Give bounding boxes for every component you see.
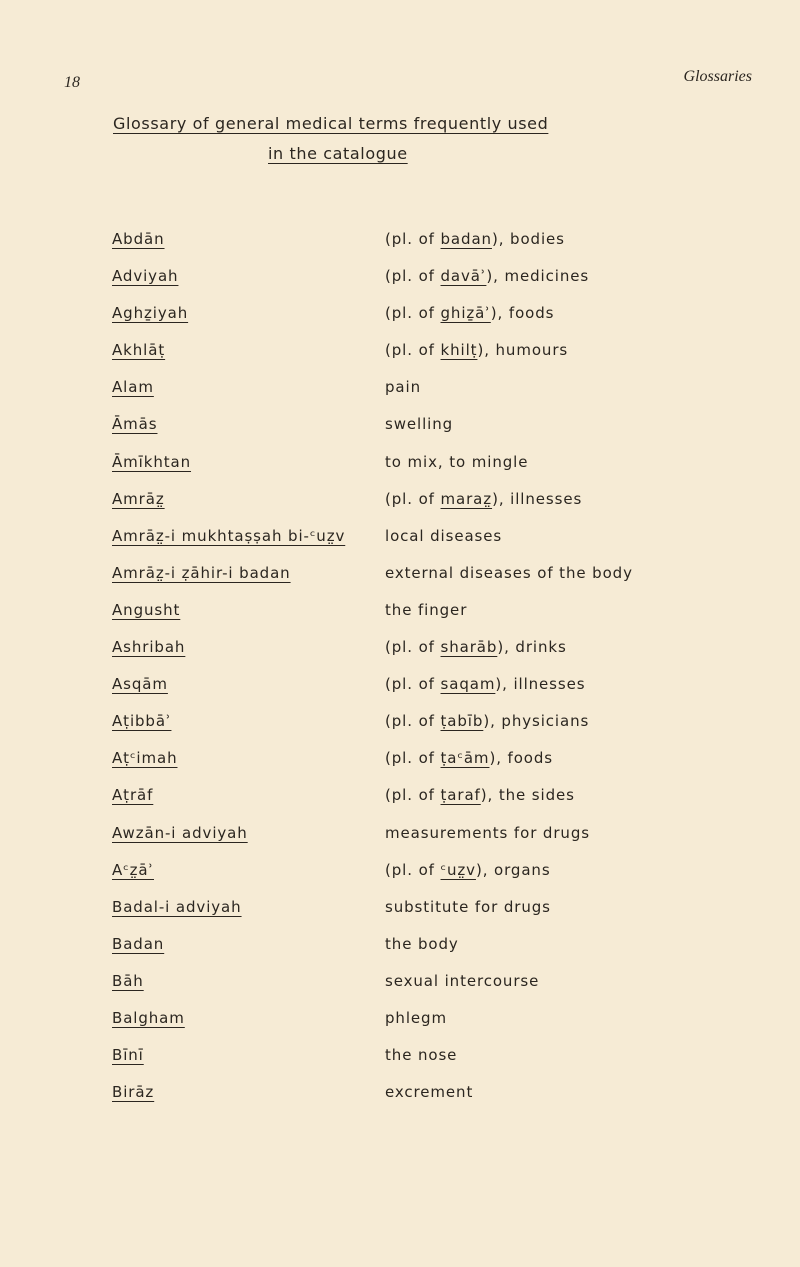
definition-pre: (pl. of bbox=[385, 860, 441, 879]
glossary-entry bbox=[0, 601, 800, 638]
definition-post: ), organs bbox=[475, 860, 551, 879]
glossary-definition bbox=[385, 601, 467, 619]
glossary-entry bbox=[0, 378, 800, 415]
definition-word: sharāb bbox=[440, 638, 498, 657]
definition-post: excrement bbox=[385, 1083, 474, 1102]
glossary-definition bbox=[385, 1009, 447, 1027]
definition-word: badan bbox=[440, 230, 492, 248]
glossary-term: Awzān-i adviyah bbox=[112, 823, 248, 842]
glossary-entry bbox=[0, 898, 800, 935]
definition-word: khilṭ bbox=[440, 341, 478, 360]
definition-pre: (pl. of bbox=[385, 489, 441, 508]
glossary-term: Alam bbox=[112, 378, 154, 397]
glossary-definition bbox=[385, 378, 421, 396]
running-head: Glossaries bbox=[683, 68, 752, 85]
glossary-definition bbox=[385, 861, 551, 879]
definition-post: pain bbox=[385, 378, 421, 397]
definition-pre: (pl. of bbox=[385, 267, 441, 286]
definition-word: ṭaraf bbox=[440, 786, 481, 805]
glossary-entry bbox=[0, 749, 800, 786]
definition-post: substitute for drugs bbox=[385, 897, 551, 916]
glossary-term: Asqām bbox=[112, 675, 168, 694]
glossary-definition bbox=[385, 972, 539, 990]
glossary-entry bbox=[0, 675, 800, 712]
glossary-list bbox=[0, 230, 800, 1120]
glossary-entry bbox=[0, 267, 800, 304]
glossary-term: Balgham bbox=[112, 1008, 185, 1027]
definition-pre: (pl. of bbox=[385, 786, 441, 805]
glossary-definition bbox=[385, 935, 459, 953]
glossary-term: Amrāz̤ bbox=[112, 489, 165, 508]
glossary-entry bbox=[0, 341, 800, 378]
glossary-entry bbox=[0, 1009, 800, 1046]
glossary-term: Akhlāṭ bbox=[112, 341, 166, 360]
glossary-definition bbox=[385, 638, 567, 656]
glossary-definition bbox=[385, 712, 589, 730]
glossary-definition bbox=[385, 341, 568, 359]
glossary-entry bbox=[0, 415, 800, 452]
definition-word: maraz̤ bbox=[440, 489, 493, 508]
definition-pre: (pl. of bbox=[385, 712, 441, 731]
glossary-term: Āmīkhtan bbox=[112, 452, 192, 471]
definition-post: ), foods bbox=[489, 749, 554, 768]
definition-word: saqam bbox=[440, 675, 496, 694]
definition-pre: (pl. of bbox=[385, 675, 441, 694]
page-number: 18 bbox=[64, 74, 80, 91]
glossary-term: Angusht bbox=[112, 600, 181, 619]
definition-post: ), bodies bbox=[491, 230, 565, 248]
glossary-entry bbox=[0, 564, 800, 601]
glossary-entry bbox=[0, 972, 800, 1009]
glossary-entry bbox=[0, 935, 800, 972]
definition-pre: (pl. of bbox=[385, 341, 441, 360]
definition-post: ), illnesses bbox=[495, 675, 586, 694]
glossary-term: Badan bbox=[112, 934, 165, 953]
definition-pre: (pl. of bbox=[385, 230, 441, 248]
title-line-1: Glossary of general medical terms frequently used bbox=[113, 114, 549, 133]
glossary-definition bbox=[385, 527, 502, 545]
glossary-term: Bāh bbox=[112, 971, 144, 990]
definition-word: ṭabīb bbox=[440, 712, 484, 731]
glossary-definition bbox=[385, 786, 575, 804]
definition-post: external diseases of the body bbox=[385, 563, 633, 582]
glossary-entry bbox=[0, 527, 800, 564]
definition-post: ), drinks bbox=[497, 638, 567, 657]
glossary-definition bbox=[385, 230, 565, 248]
title-line-2: in the catalogue bbox=[268, 144, 408, 163]
definition-word: davāʾ bbox=[440, 267, 487, 286]
definition-pre: (pl. of bbox=[385, 638, 441, 657]
glossary-term: Aṭᶜimah bbox=[112, 749, 178, 768]
definition-post: ), illnesses bbox=[492, 489, 583, 508]
glossary-entry bbox=[0, 824, 800, 861]
glossary-entry bbox=[0, 1046, 800, 1083]
glossary-definition bbox=[385, 898, 551, 916]
glossary-term: Āmās bbox=[112, 415, 158, 434]
glossary-definition bbox=[385, 267, 589, 285]
glossary-term: Abdān bbox=[112, 230, 165, 248]
glossary-term: Bīnī bbox=[112, 1046, 144, 1065]
glossary-entry bbox=[0, 490, 800, 527]
glossary-definition bbox=[385, 749, 553, 767]
glossary-definition bbox=[385, 824, 590, 842]
glossary-definition bbox=[385, 1083, 473, 1101]
glossary-entry bbox=[0, 638, 800, 675]
definition-post: the body bbox=[385, 934, 459, 953]
glossary-definition bbox=[385, 453, 528, 471]
glossary-definition bbox=[385, 490, 582, 508]
glossary-term: Adviyah bbox=[112, 267, 179, 286]
glossary-term: Aṭrāf bbox=[112, 786, 154, 805]
glossary-definition bbox=[385, 1046, 457, 1064]
glossary-definition bbox=[385, 675, 585, 693]
glossary-entry bbox=[0, 861, 800, 898]
glossary-entry bbox=[0, 712, 800, 749]
definition-post: ), the sides bbox=[480, 786, 575, 805]
definition-post: swelling bbox=[385, 415, 454, 434]
definition-post: ), foods bbox=[490, 304, 555, 323]
definition-post: ), medicines bbox=[486, 267, 590, 286]
glossary-term: Amrāz̤-i ẓāhir-i badan bbox=[112, 563, 291, 582]
glossary-entry bbox=[0, 786, 800, 823]
glossary-term: Aᶜz̤āʾ bbox=[112, 860, 154, 879]
definition-post: ), physicians bbox=[483, 712, 590, 731]
glossary-entry bbox=[0, 304, 800, 341]
glossary-term: Badal-i adviyah bbox=[112, 897, 242, 916]
definition-post: measurements for drugs bbox=[385, 823, 590, 842]
definition-post: to mix, to mingle bbox=[385, 452, 529, 471]
glossary-definition bbox=[385, 304, 554, 322]
definition-word: ṭaᶜām bbox=[440, 749, 490, 768]
definition-pre: (pl. of bbox=[385, 749, 441, 768]
glossary-entry bbox=[0, 230, 800, 267]
definition-post: phlegm bbox=[385, 1008, 447, 1027]
glossary-term: Aṭibbāʾ bbox=[112, 712, 172, 731]
definition-post: sexual intercourse bbox=[385, 971, 540, 990]
definition-word: ghiẕāʾ bbox=[440, 304, 491, 323]
glossary-term: Birāz bbox=[112, 1083, 155, 1102]
definition-word: ᶜuz̤v bbox=[440, 860, 476, 879]
definition-post: the finger bbox=[385, 600, 468, 619]
glossary-definition bbox=[385, 415, 453, 433]
glossary-term: Ashribah bbox=[112, 638, 186, 657]
definition-pre: (pl. of bbox=[385, 304, 441, 323]
glossary-entry bbox=[0, 453, 800, 490]
glossary-term: Amrāz̤-i mukhtaṣṣah bi-ᶜuz̤v bbox=[112, 526, 346, 545]
definition-post: ), humours bbox=[477, 341, 569, 360]
definition-post: local diseases bbox=[385, 526, 503, 545]
definition-post: the nose bbox=[385, 1046, 458, 1065]
glossary-entry bbox=[0, 1083, 800, 1120]
glossary-definition bbox=[385, 564, 633, 582]
glossary-term: Aghẕiyah bbox=[112, 304, 189, 323]
